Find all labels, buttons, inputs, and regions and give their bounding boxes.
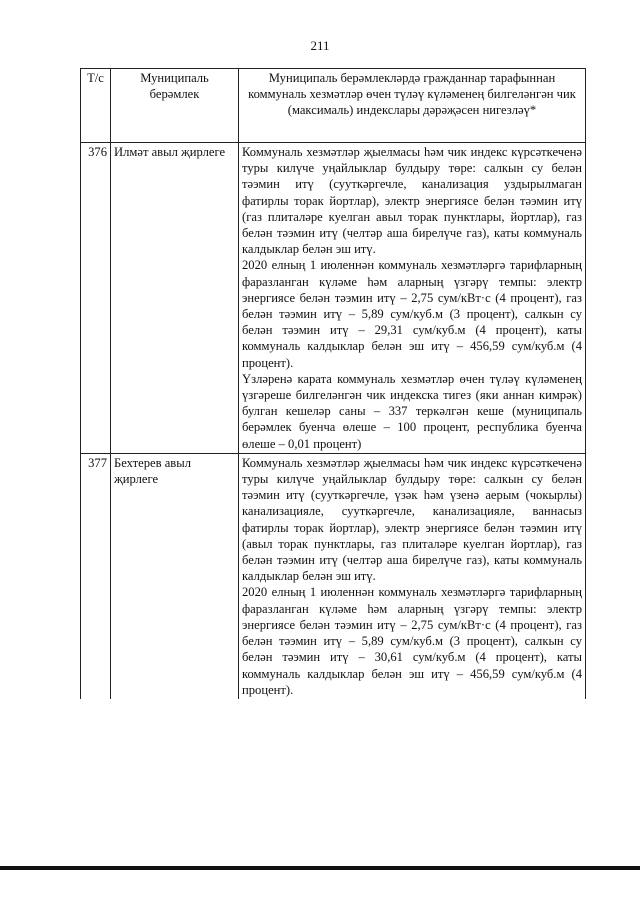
description-paragraph: Үзләренә карата коммуналь хезмәтләр өчен түләү күләменең үзгәреше билгеләнгән чик индекска тигез (яки аннан кимрәк) булган кешеләр саны – 337 теркәлгән кеше (муниципаль берәмлек буенча өлеше – 100 процент, республика буенча өлеше – 0,01 процент) xyxy=(242,371,582,451)
row-number: 377 xyxy=(81,453,111,699)
row-description xyxy=(239,143,586,454)
description-paragraph: 2020 елның 1 июленнән коммуналь хезмәтләргә тарифларның фаразланган күләме һәм аларның үзгәрү темпы: электр энергиясе белән тәэмин итү – 2,75 сум/кВт·с (4 процент), газ белән тәэмин итү – 5,89 сум/куб.м (3 процент), салкын су белән тәэмин итү – 29,31 сум/куб.м (4 процент), каты коммуналь калдыклар белән эш итү – 456,59 сум/куб.м (4 процент). xyxy=(242,258,582,370)
row-description xyxy=(239,453,586,699)
row-municipality: Бехтерев авыл җирлеге xyxy=(111,453,239,699)
table-row xyxy=(81,453,586,699)
description-paragraph: Коммуналь хезмәтләр җыелмасы һәм чик индекс күрсәткеченә туры килүче уңайлыклар булдыру төре: салкын су белән тәэмин итү (сууткәргечле, үзәк һәм үзенә аерым (чокырлы) канализацияле, сууткәргечле, канализацияле, ваннасыз фатирлы торак йортлар), электр энергиясе белән тәэмин итү (авыл торак пунктлары, газ плиталәре куелган йортлар), газ белән тәэмин итү (челтәр аша бирелүче газ), каты коммуналь калдыклар белән эш итү. xyxy=(242,455,582,584)
header-municipality: Муниципаль берәмлек xyxy=(111,69,239,143)
page-bottom-rule xyxy=(0,866,640,870)
header-number: Т/с xyxy=(81,69,111,143)
description-paragraph: 2020 елның 1 июленнән коммуналь хезмәтләргә тарифларның фаразланган күләме һәм аларның үзгәрү темпы: электр энергиясе белән тәэмин итү – 2,75 сум/кВт·с (4 процент), газ белән тәэмин итү – 5,89 сум/куб.м (3 процент), салкын су белән тәэмин итү – 30,61 сум/куб.м (4 процент), каты коммуналь калдыклар белән эш итү – 456,59 сум/куб.м (4 процент). xyxy=(242,585,582,697)
description-paragraph: Коммуналь хезмәтләр җыелмасы һәм чик индекс күрсәткеченә туры килүче уңайлыклар булдыру төре: салкын су белән тәэмин итү (сууткәргечле, канализация уздырылмаган фатирлы торак йортлар), электр энергиясе белән тәэмин итү (газ плиталәре куелган авыл торак пунктлары, йортлар), газ белән тәэмин итү (челтәр аша бирелүче газ), каты коммуналь калдыклар белән эш итү. xyxy=(242,145,582,257)
page-number: 211 xyxy=(310,38,330,53)
table-row xyxy=(81,143,586,454)
row-municipality: Илмәт авыл җирлеге xyxy=(111,143,239,454)
row-number: 376 xyxy=(81,143,111,454)
table-header-row xyxy=(81,69,586,143)
header-description: Муниципаль берәмлекләрдә гражданнар тарафыннан коммуналь хезмәтләр өчен түләү күләменең билгеләнгән чик (максималь) индекслары дәрәҗәсен нигезләү* xyxy=(239,69,586,143)
indices-table xyxy=(80,68,586,699)
